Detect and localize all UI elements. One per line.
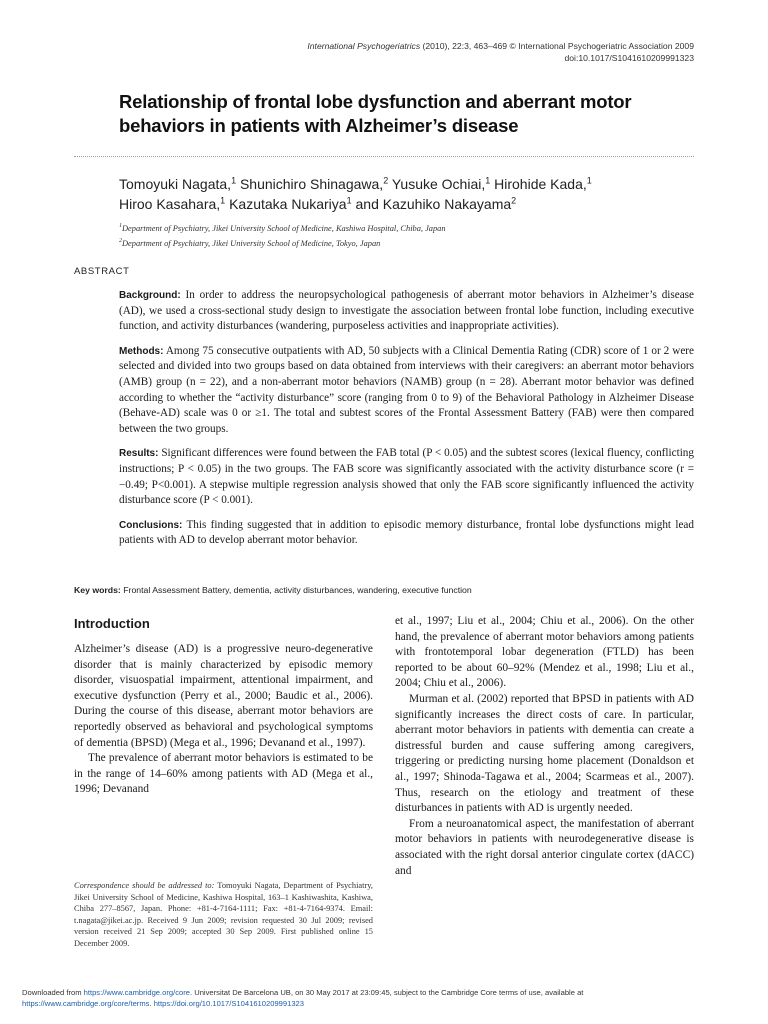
body-paragraph: From a neuroanatomical aspect, the manifestation of aberrant motor behaviors in patients with neurodegenerative disease is associated with the right dorsal anterior cingulate cortex (dACC) and <box>395 817 694 877</box>
body-paragraph: The prevalence of aberrant motor behaviors is estimated to be in the range of 14–60% among patients with AD (Mega et al., 1996; Devanand <box>74 752 373 796</box>
body-paragraph: et al., 1997; Liu et al., 2004; Chiu et al., 2006). On the other hand, the prevalence of aberrant motor behaviors among patients with frontotemporal lobar degeneration (FTLD) has been reported to be about 60–92% (Mendez et al., 1998; Liu et al., 2004; Chiu et al., 2006). <box>395 615 694 690</box>
affiliation: $^1$Department of Psychiatry, Jikei University School of Medicine, Kashiwa Hospital, Chiba, Japan <box>119 223 446 233</box>
journal-doi: doi:10.1017/S1041610209991323 <box>564 53 694 63</box>
download-footer: Downloaded from https://www.cambridge.org/core. Universitat De Barcelona UB, on 30 May 2017 at 23:09:45, subject to the Cambridge Core terms of use, available at https://www.cambridge.org/core/terms. https://doi.org/10.1017/S1041610209991323 <box>22 988 584 1008</box>
section-heading-introduction: Introduction <box>74 616 150 631</box>
author: Shunichiro Shinagawa, <box>236 176 384 192</box>
affiliation: $^2$Department of Psychiatry, Jikei University School of Medicine, Tokyo, Japan <box>119 237 381 248</box>
correspondence-note: Correspondence should be addressed to: Tomoyuki Nagata, Department of Psychiatry, Jikei University School of Medicine, Kashiwa Hospital, 163–1 Kashiwashita, Kashiwa, Chiba 277–8567, Japan. Phone: +81-4-7164-1111; Fax: +81-4-7164-9374. Email: t.nagata@jikei.ac.jp. Received 9 Jun 2009; revision requested 30 Jul 2009; revised version received 21 Sep 2009; accepted 30 Sep 2009. First published online 15 December 2009. <box>74 881 373 948</box>
author: Hiroo Kasahara, <box>119 196 221 212</box>
article-title: Relationship of frontal lobe dysfunction and aberrant motor behaviors in patients with Alzheimer’s disease <box>119 91 632 136</box>
author: Kazutaka Nukariya <box>225 196 347 212</box>
author: Hirohide Kada, <box>490 176 587 192</box>
body-column-right <box>395 614 694 879</box>
author-list: Tomoyuki Nagata,$^1$ Shunichiro Shinagawa,$^2$ Yusuke Ochiai,$^1$ Hirohide Kada,$^1$ Hiroo Kasahara,$^1$ Kazutaka Nukariya$^1$ and Kazuhiko Nakayama$^2$ <box>119 175 592 212</box>
journal-name: International Psychogeriatrics <box>307 41 421 51</box>
author: and Kazuhiko Nakayama <box>351 196 512 212</box>
abstract-heading: ABSTRACT <box>74 266 130 277</box>
abstract-conclusions: Conclusions: This finding suggested that in addition to episodic memory disturbance, frontal lobe dysfunctions might lead patients with AD to develop aberrant motor behavior. <box>119 518 694 547</box>
abstract-body <box>119 288 694 558</box>
keywords: Key words: Frontal Assessment Battery, dementia, activity disturbances, wandering, executive function <box>74 585 472 595</box>
abstract-results: Results: Significant differences were found between the FAB total (P < 0.05) and the subtest scores (lexical fluency, conflicting instructions; P < 0.05) in the two groups. The FAB score was significantly associated with the activity disturbance score (r = −0.49; P<0.001). A stepwise multiple regression analysis showed that only the FAB score significantly influenced the activity disturbance score (P < 0.001). <box>119 447 694 507</box>
journal-header <box>274 40 694 64</box>
journal-citation: International Psychogeriatrics (2010), 22:3, 463–469 © International Psychogeriatric Association 2009 <box>307 41 694 51</box>
title-divider <box>74 156 694 157</box>
abstract-background: Background: In order to address the neuropsychological pathogenesis of aberrant motor behaviors in Alzheimer’s disease (AD), we used a cross-sectional study design to investigate the association between frontal lobe function, including executive function, and activity disturbances (wandering, purposeless activities and inappropriate activities). <box>119 289 694 333</box>
abstract-methods: Methods: Among 75 consecutive outpatients with AD, 50 subjects with a Clinical Dementia Rating (CDR) score of 1 or 2 were selected and divided into two groups based on data obtained from interviews with their caregivers: an aberrant motor behaviors (AMB) group (n = 22), and a non-aberrant motor behaviors (NAMB) group (n = 28). Aberrant motor behavior was defined according to whether the “activity disturbance” score (ranging from 0 to 9) of the Behavioral Pathology in Alzheimer Disease (Behave-AD) scale was 0 or ≥1. The total and subtest scores of the Frontal Assessment Battery (FAB) were then compared between the two groups. <box>119 344 694 435</box>
author: Yusuke Ochiai, <box>388 176 486 192</box>
cambridge-core-link[interactable]: https://www.cambridge.org/core <box>83 988 190 997</box>
doi-link[interactable]: https://doi.org/10.1017/S1041610209991323 <box>153 999 305 1008</box>
terms-link[interactable]: https://www.cambridge.org/core/terms <box>22 999 150 1008</box>
affiliation-list <box>119 220 699 250</box>
author: Tomoyuki Nagata, <box>119 176 232 192</box>
body-paragraph: Murman et al. (2002) reported that BPSD in patients with AD significantly increases the direct costs of care. In particular, aberrant motor behaviors in patients with dementia can create a distressful burden and cause suffering among caregivers, triggering or predicting nursing home placement (Donaldson et al., 1997; Shinoda-Tagawa et al., 2004; Scarmeas et al., 2007). Thus, research on the etiology and treatment of these disturbances in patients with AD is urgently needed. <box>395 692 694 815</box>
body-column-left <box>74 614 373 798</box>
body-paragraph: Alzheimer’s disease (AD) is a progressive neuro-degenerative disorder that is mainly characterized by episodic memory disorder, visuospatial impairment, attentional impairment, and executive dysfunction (Perry et al., 2000; Baudic et al., 2006). During the course of this disease, aberrant motor behaviors are reportedly observed as behavioral and psychological symptoms of dementia (BPSD) (Mega et al., 1996; Devanand et al., 1997). <box>74 643 373 749</box>
